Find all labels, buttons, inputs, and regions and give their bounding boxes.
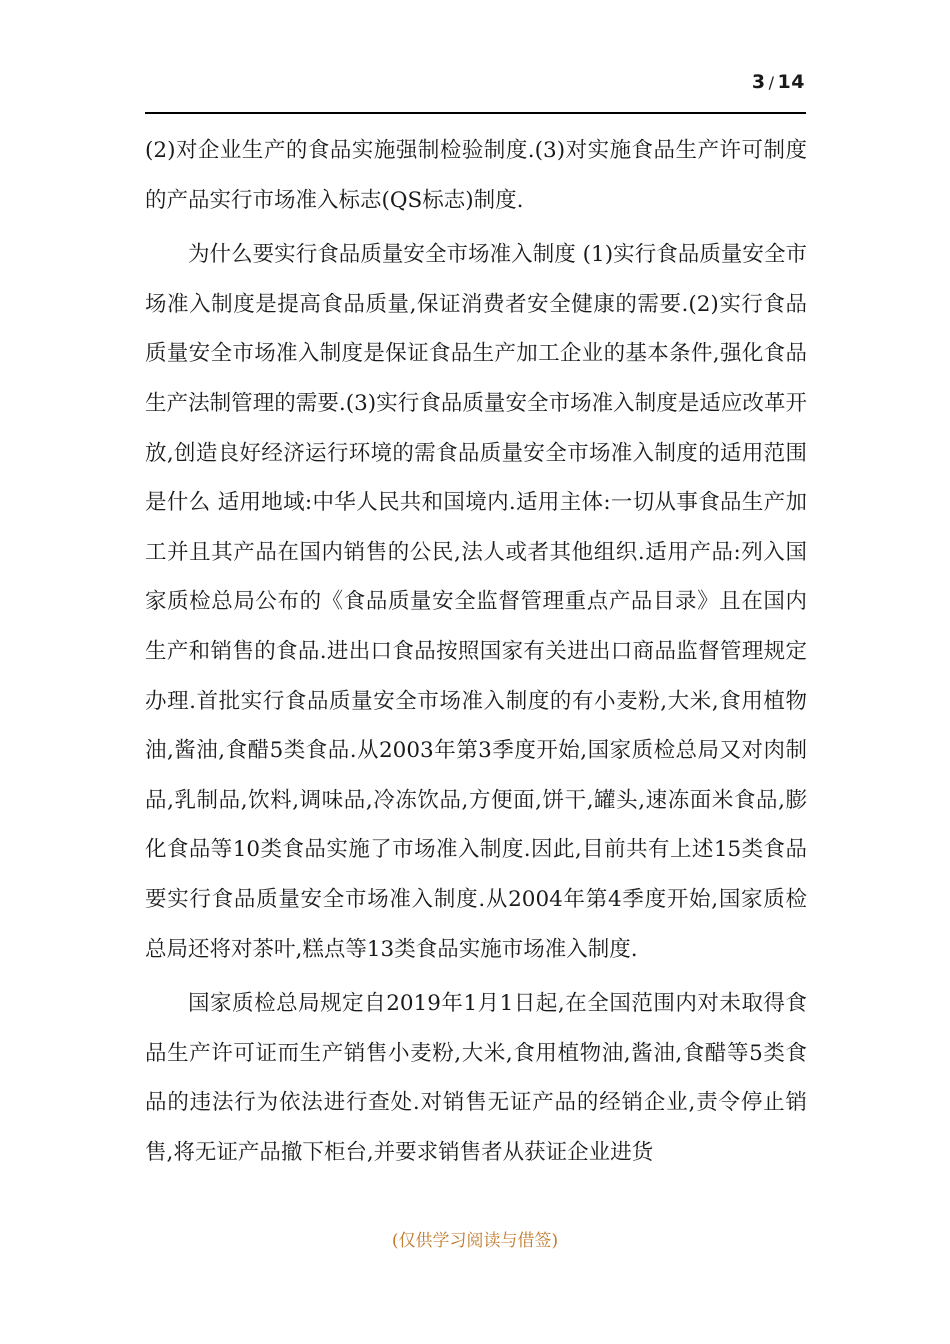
document-body xyxy=(145,126,807,1177)
page-separator: / xyxy=(768,73,775,92)
page-number xyxy=(700,71,805,93)
paragraph-why-market-access: 为什么要实行食品质量安全市场准入制度 (1)实行食品质量安全市场准入制度是提高食品质量,保证消费者安全健康的需要.(2)实行食品质量安全市场准入制度是保证食品生产加工企业的基本条件,强化食品生产法制管理的需要.(3)实行食品质量安全市场准入制度是适应改革开放,创造良好经济运行环境的需食品质量安全市场准入制度的适用范围是什么 适用地域:中华人民共和国境内.适用主体:一切从事食品生产加工并且其产品在国内销售的公民,法人或者其他组织.适用产品:列入国家质检总局公布的《食品质量安全监督管理重点产品目录》且在国内生产和销售的食品.进出口食品按照国家有关进出口商品监督管理规定办理.首批实行食品质量安全市场准入制度的有小麦粉,大米,食用植物油,酱油,食醋5类食品.从2003年第3季度开始,国家质检总局又对肉制品,乳制品,饮料,调味品,冷冻饮品,方便面,饼干,罐头,速冻面米食品,膨化食品等10类食品实施了市场准入制度.因此,目前共有上述15类食品要实行食品质量安全市场准入制度.从2004年第4季度开始,国家质检总局还将对茶叶,糕点等13类食品实施市场准入制度. xyxy=(145,242,807,962)
paragraph-enforcement: 国家质检总局规定自2019年1月1日起,在全国范围内对未取得食品生产许可证而生产销售小麦粉,大米,食用植物油,酱油,食醋等5类食品的违法行为依法进行查处.对销售无证产品的经销企业,责令停止销售,将无证产品撤下柜台,并要求销售者从获证企业进货 xyxy=(145,991,807,1165)
paragraph-continuation: (2)对企业生产的食品实施强制检验制度.(3)对实施食品生产许可制度的产品实行市场准入标志(QS标志)制度. xyxy=(145,138,807,213)
header-divider xyxy=(145,112,806,114)
page-current: 3 xyxy=(751,71,766,93)
footer-note: (仅供学习阅读与借签) xyxy=(391,1231,559,1251)
page-total: 14 xyxy=(777,71,805,93)
